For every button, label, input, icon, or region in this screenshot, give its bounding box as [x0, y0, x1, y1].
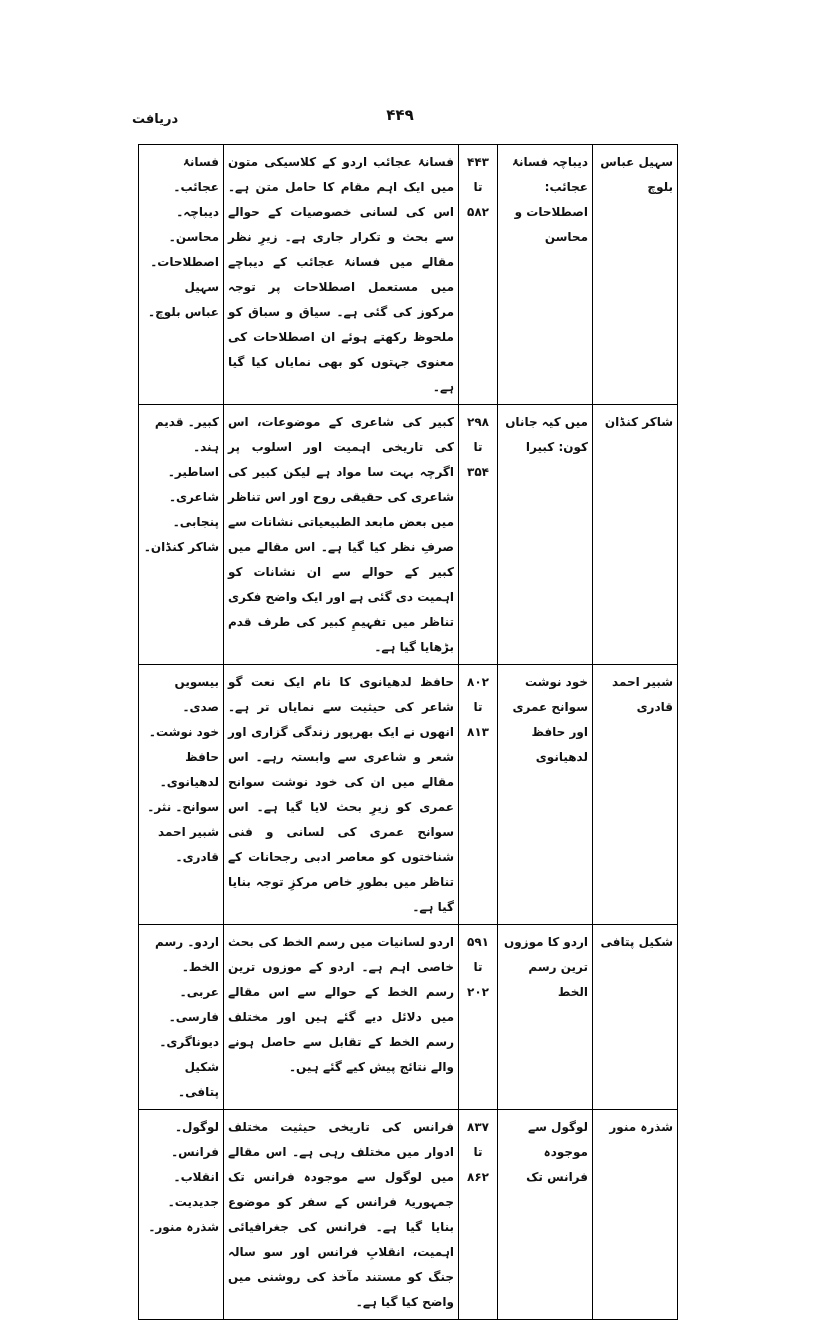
page-number: ۴۴۹: [386, 106, 414, 124]
keyword: کبیر۔ قدیم ہند۔: [154, 415, 219, 454]
keywords-cell: [139, 145, 224, 405]
page-range-line: ۵۹۱: [467, 935, 489, 949]
keyword: اردو۔ رسم الخط۔: [155, 935, 219, 974]
abstract-cell: کبیر کی شاعری کے موضوعات، اس کی تاریخی اہمیت اور اسلوب پر اگرچہ بہت سا مواد ہے لیکن کبیر کی شاعری کی حقیقی روح اور اس تناظر میں بعض مابعد الطبیعیاتی نشانات سے صرفِ نظر کیا گیا ہے۔ اس مقالے میں کبیر کے حوالے سے ان نشانات کو اہمیت دی گئی ہے اور ایک واضح فکری تناظر میں تفہیمِ کبیر کی طرف قدم بڑھایا گیا ہے۔: [224, 405, 459, 665]
page-range-line: تا: [473, 700, 483, 714]
keyword: لدھیانوی۔: [159, 775, 219, 789]
abstract-cell: اردو لسانیات میں رسم الخط کی بحث خاصی اہم ہے۔ اردو کے موزوں ترین رسم الخط کے حوالے سے اس مقالے میں دلائل دیے گئے ہیں اور مختلف رسم الخط کے تقابل سے حاصل ہونے والے نتائج پیش کیے گئے ہیں۔: [224, 925, 459, 1110]
table-row: [139, 925, 678, 1110]
keywords-cell: [139, 925, 224, 1110]
index-table: [138, 144, 678, 1320]
pages-cell: [459, 405, 498, 665]
keywords-cell: [139, 665, 224, 925]
page-range-line: ۴۴۳: [467, 155, 489, 169]
title-cell: خود نوشت سوانح عمری اور حافظ لدھیانوی: [498, 665, 593, 925]
keyword: شبیر احمد قادری۔: [158, 825, 219, 864]
keywords-cell: [139, 1110, 224, 1320]
author-cell: شبیر احمد قادری: [593, 665, 678, 925]
page-range-line: تا: [473, 960, 483, 974]
page-range-line: ۸۳۷: [467, 1120, 489, 1134]
keyword: لوگول۔ فرانس۔: [171, 1120, 219, 1159]
page-range-line: ۸۶۲: [467, 1170, 489, 1184]
table-row: [139, 405, 678, 665]
keywords-cell: [139, 405, 224, 665]
pages-cell: [459, 145, 498, 405]
page-range-line: تا: [473, 440, 483, 454]
table-row: [139, 145, 678, 405]
pages-cell: [459, 925, 498, 1110]
keyword: شاکر کنڈان۔: [143, 540, 219, 554]
keyword: خود نوشت۔ حافظ: [148, 725, 219, 764]
title-cell: میں کیہ جاناں کون: کبیرا: [498, 405, 593, 665]
journal-name: دریافت: [132, 112, 179, 127]
page-range-line: ۸۱۳: [467, 725, 489, 739]
table-row: [139, 665, 678, 925]
keyword: دیباچہ۔ محاسن۔: [168, 205, 219, 244]
pages-cell: [459, 1110, 498, 1320]
keyword: شذرہ منور۔: [148, 1220, 219, 1234]
page-range-line: تا: [473, 1145, 483, 1159]
table-row: [139, 1110, 678, 1320]
page-range-line: ۲۹۸: [467, 415, 489, 429]
pages-cell: [459, 665, 498, 925]
title-cell: لوگول سے موجودہ فرانس تک: [498, 1110, 593, 1320]
keyword: اساطیر۔ شاعری۔: [167, 465, 219, 504]
title-cell: اردو کا موزوں ترین رسم الخط: [498, 925, 593, 1110]
keyword: دیوناگری۔: [159, 1035, 219, 1049]
abstract-cell: فسانۂ عجائب اردو کے کلاسیکی متون میں ایک اہم مقام کا حامل متن ہے۔ اس کی لسانی خصوصیات کے حوالے سے بحث و تکرار جاری ہے۔ زیرِ نظر مقالے میں فسانۂ عجائب کے دیباچے میں مستعمل اصطلاحات پر توجہ مرکوز کی گئی ہے۔ سیاق و سباق کو ملحوظ رکھتے ہوئے ان اصطلاحات کی معنوی جہتوں کو بھی نمایاں کیا گیا ہے۔: [224, 145, 459, 405]
author-cell: شذرہ منور: [593, 1110, 678, 1320]
author-cell: سہیل عباس بلوچ: [593, 145, 678, 405]
keyword: انقلاب۔: [173, 1170, 219, 1184]
abstract-cell: حافظ لدھیانوی کا نام ایک نعت گو شاعر کی حیثیت سے نمایاں تر ہے۔ انھوں نے ایک بھرپور زندگی گزاری اور شعر و شاعری سے وابستہ رہے۔ اس مقالے میں ان کی خود نوشت سوانح عمری کو زیرِ بحث لایا گیا ہے۔ اس سوانح عمری کی لسانی و فنی شناختوں کو معاصر ادبی رجحانات کے تناظر میں بطورِ خاص مرکزِ توجہ بنایا گیا ہے۔: [224, 665, 459, 925]
keyword: عباس بلوچ۔: [148, 305, 219, 319]
page-range-line: تا: [473, 180, 483, 194]
keyword: اصطلاحات۔ سہیل: [150, 255, 219, 294]
author-cell: شاکر کنڈان: [593, 405, 678, 665]
author-cell: شکیل پتافی: [593, 925, 678, 1110]
page-range-line: ۲۰۲: [467, 985, 489, 999]
index-table-body: [139, 145, 678, 1320]
page-range-line: ۳۵۴: [467, 465, 489, 479]
keyword: شکیل پتافی۔: [178, 1060, 219, 1099]
abstract-cell: فرانس کی تاریخی حیثیت مختلف ادوار میں مختلف رہی ہے۔ اس مقالے میں لوگول سے موجودہ فرانس تک جمہوریۂ فرانس کے سفر کو موضوع بنایا گیا ہے۔ فرانس کی جغرافیائی اہمیت، انقلابِ فرانس اور سو سالہ جنگ کو مستند مآخذ کی روشنی میں واضح کیا گیا ہے۔: [224, 1110, 459, 1320]
keyword: پنجابی۔: [172, 515, 219, 529]
keyword: بیسویں صدی۔: [174, 675, 219, 714]
page-range-line: ۸۰۲: [467, 675, 489, 689]
keyword: جدیدیت۔: [167, 1195, 219, 1209]
keyword: سوانح۔ نثر۔: [147, 800, 219, 814]
keyword: فسانۂ عجائب۔: [173, 155, 219, 194]
page-range-line: ۵۸۲: [467, 205, 489, 219]
title-cell: دیباچہ فسانۂ عجائب: اصطلاحات و محاسن: [498, 145, 593, 405]
keyword: عربی۔ فارسی۔: [168, 985, 219, 1024]
